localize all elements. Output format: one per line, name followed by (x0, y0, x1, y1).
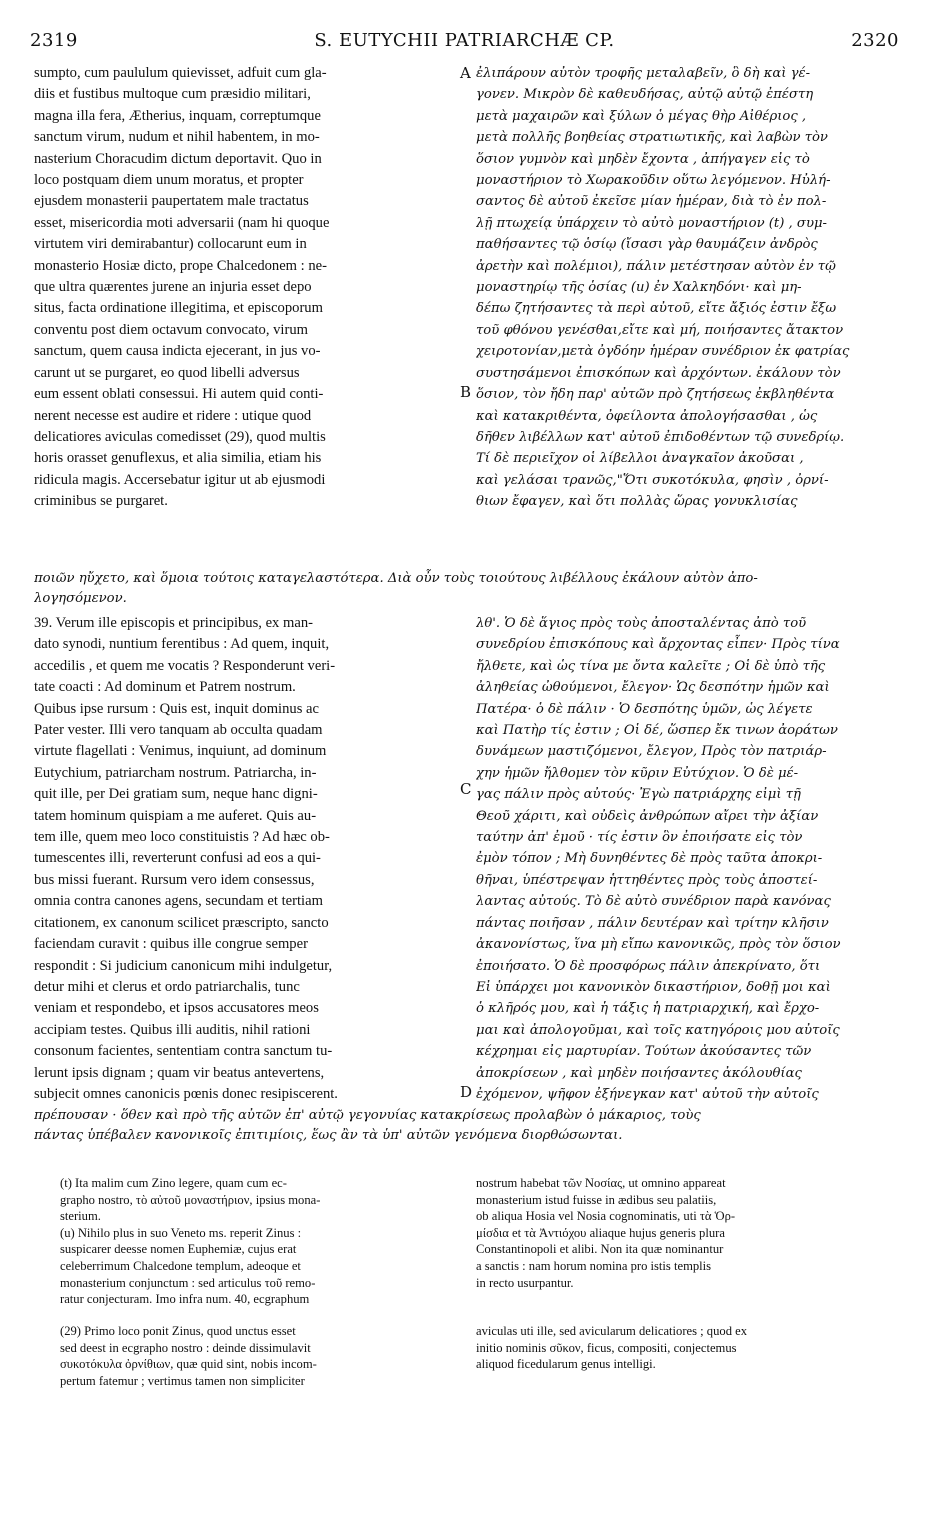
text-line: virtute flagellati : Venimus, inquiunt, ad dominum (34, 743, 327, 760)
margin-letter-a: A (460, 64, 471, 82)
text-line: γας πάλιν πρὸς αὐτούς· Ἐγὼ πατριάρχης εἰμὶ τῇ (476, 787, 801, 803)
text-line: que ultra quærentes jurene an injuria esset depo (34, 279, 312, 296)
text-line: ἀποκρίσεων , καὶ μηδὲν ποιήσαντες ἀκόλουθίας (476, 1065, 802, 1081)
text-line: καὶ γελάσαι τρανῶς,"Ὅτι συκοτόκυλα, φησὶν , ὀρνί- (476, 472, 829, 488)
text-line: horis orasset genuflexus, et alia similia, etiam his (34, 450, 322, 467)
footnote-line: aliquod ficedularum genus intelligi. (476, 1357, 656, 1372)
text-line: Eutychium, patriarcham nostrum. Patriarcha, in- (34, 764, 317, 781)
text-line: Εἰ ὑπάρχει μοι κανονικὸν δικαστήριον, δοθῇ μοι καὶ (476, 979, 831, 995)
footnote-line: a sanctis : nam horum nomina pro istis templis (476, 1258, 712, 1273)
text-line: λθ'. Ὁ δὲ ἅγιος πρὸς τοὺς ἀποσταλέντας ἀπὸ τοῦ (476, 616, 807, 631)
text-line: ejusdem monasterii paupertatem male tractatus (34, 193, 309, 210)
text-line: ἐμὸν τόπον ; Μὴ δυνηθέντες δὲ πρὸς ταῦτα ἀποκρι- (476, 851, 823, 867)
text-line: respondit : Si judicium canonicum mihi indulgetur, (34, 957, 333, 974)
text-line: μετὰ μαχαιρῶν καὶ ξύλων ὁ μέγας θὴρ Αἰθέριος , (476, 108, 807, 124)
footnote-29-right (476, 1323, 896, 1373)
text-line: accedilis , et quem me vocatis ? Responderunt veri- (34, 657, 336, 674)
text-line: καὶ Πατὴρ τίς ἐστιν ; Οἱ δέ, ὥσπερ ἔκ τινων ἀοράτων (476, 723, 838, 739)
latin-column-b (34, 613, 454, 1105)
text-line: detur mihi et clerus et ordo patriarchalis, tunc (34, 978, 300, 995)
text-line: tem ille, quem meo loco constituistis ? Ad hæc ob- (34, 829, 330, 846)
text-line: ἐλιπάρουν αὐτὸν τροφῆς μεταλαβεῖν, ὃ δὴ καὶ γέ- (476, 66, 811, 81)
text-line: ὁ κλῆρός μου, καὶ ἡ τάξις ἡ πατριαρχική, καὶ ἔρχο- (476, 1001, 820, 1017)
footnote-line: celeberrimum Chalcedone templum, adeoque et (60, 1258, 301, 1273)
footnote-line: monasterium istud fuisse in ædibus seu palatiis, (476, 1192, 717, 1207)
text-line: πρέπουσαν · ὅθεν καὶ πρὸ τῆς αὐτῶν ἐπ' αὐτῷ γεγονυίας κατακρίσεως προλαβὼν ὁ μάκαριος, τοὺς (34, 1108, 701, 1123)
text-line: λῇ πτωχείᾳ ὑπάρχειν τὸ αὐτὸ μοναστήριον (t) , συμ- (476, 215, 827, 231)
text-line: κέχρημαι εἰς μαρτυρίαν. Τούτων ἀκούσαντες τῶν (476, 1044, 812, 1060)
text-line: eum essent oblati consessui. Hi autem quid conti- (34, 386, 324, 403)
margin-letter-d: D (460, 1083, 473, 1101)
text-line: bus missi fuerant. Rursum vero idem consessus, (34, 871, 315, 888)
footnote-line: nostrum habebat τῶν Νοσίας, ut omnino appareat (476, 1176, 726, 1190)
text-line: virtutem viri demirabantur) collocarunt eum in (34, 236, 307, 253)
margin-letter-c: C (460, 780, 472, 798)
footnote-line: grapho nostro, τὸ αὐτοῦ μοναστήριον, ipsius mona- (60, 1192, 321, 1207)
text-line: θῆναι, ὑπέστρεψαν ἡττηθέντες πρὸς τοὺς ἀποστεί- (476, 872, 818, 888)
text-line: συνεδρίου ἐπισκόπους καὶ ἄρχοντας εἶπεν· Πρὸς τίνα (476, 637, 840, 653)
text-line: Θεοῦ χάριτι, καὶ οὐδεὶς ἀνθρώπων αἴρει τὴν ἀξίαν (476, 808, 819, 824)
text-line: Quibus ipse rursum : Quis est, inquit dominus ac (34, 700, 319, 717)
text-line: πάντας ποιῆσαν , πάλιν δευτέραν καὶ τρίτην κλῆσιν (476, 915, 829, 931)
text-line: omnia contra canones agens, secundam et tertiam (34, 893, 323, 910)
footnote-line: sterium. (60, 1209, 101, 1224)
footnote-29-left (60, 1323, 455, 1389)
footnote-line: in recto usurpantur. (476, 1275, 574, 1290)
footnote-line: (29) Primo loco ponit Zinus, quod unctus esset (60, 1324, 296, 1338)
text-line: συστησάμενοι ἐπισκόπων καὶ ἀρχόντων. ἐκάλουν τὸν (476, 365, 841, 381)
text-line: ποιῶν ηὔχετο, καὶ ὅμοια τούτοις καταγελαστότερα. Διὰ οὖν τοὺς τοιούτους λιβέλλους ἐκάλουν αὐτὸν ἀπο- (34, 571, 758, 586)
text-line: esset, misericordia moti adversarii (nam hi quoque (34, 214, 330, 231)
text-line: Τί δὲ περιεῖχον οἱ λίβελλοι ἀναγκαῖον ἀκοῦσαι , (476, 451, 804, 467)
footnote-line: ratur conjecturam. Imo infra num. 40, ecgraphum (60, 1292, 310, 1307)
latin-column-a (34, 63, 454, 513)
running-title: S. EUTYCHII PATRIARCHÆ CP. (314, 30, 615, 51)
text-line: monasterio Hosiæ dicto, prope Chalcedonem : ne- (34, 257, 328, 274)
greek-fullwidth-a (34, 569, 896, 609)
text-line: λογησόμενον. (34, 591, 127, 606)
text-line: χειροτονίαν,μετὰ ὀγδόην ἡμέραν συνέδριον ἐκ φατρίας (476, 344, 850, 360)
text-line: situs, facta ordinatione illegitima, et episcoporum (34, 300, 323, 317)
text-line: diis et fustibus multoque cum præsidio militari, (34, 86, 311, 103)
text-line: dato synodi, nuntium ferentibus : Ad quem, inquit, (34, 636, 330, 653)
footnotes-t-u-right (476, 1175, 896, 1291)
column-number-right: 2320 (851, 30, 899, 51)
footnote-line: ob aliqua Hosia vel Nosia cognominatis, uti τὰ Ὁρ- (476, 1209, 736, 1224)
text-line: tatem hominum quispiam a me auferet. Quis au- (34, 807, 317, 824)
text-line: ἐποιήσατο. Ὁ δὲ προσφόρως πάλιν ἀπεκρίνατο, ὅτι (476, 958, 821, 974)
text-line: tate coacti : Ad dominum et Patrem nostrum. (34, 679, 296, 696)
text-line: sumpto, cum paululum quievisset, adfuit cum gla- (34, 65, 327, 81)
margin-letter-b: B (460, 383, 472, 401)
text-line: lerunt ipsis dignam ; quam vir beatus antevertens, (34, 1064, 325, 1081)
text-line: ἀκανονίστως, ἵνα μὴ εἴπω κανονικῶς, πρὸς τὸν ὅσιον (476, 937, 841, 953)
text-line: veniam et respondebo, et ipsos accusatores meos (34, 1000, 319, 1017)
footnote-line: sed deest in ecgrapho nostro : deinde dissimulavit (60, 1340, 311, 1355)
text-line: tumescentes illi, reverterunt confusi ad eos a qui- (34, 850, 321, 867)
text-line: faciendam curavit : quibus ille congrue semper (34, 936, 308, 953)
text-line: δῆθεν λιβέλλων κατ' αὐτοῦ ἐπιδοθέντων τῷ συνεδρίῳ. (476, 429, 845, 445)
page-header (30, 30, 899, 56)
text-line: sanctum virum, nudum et nihil habentem, in mo- (34, 129, 320, 146)
text-line: ταύτην ἀπ' ἐμοῦ · τίς ἐστιν ὃν ἐποιήσατε εἰς τὸν (476, 830, 803, 846)
text-line: carunt ut se purgaret, eo quod libelli adversus (34, 364, 300, 381)
footnote-line: (u) Nihilo plus in suo Veneto ms. reperit Zinus : (60, 1225, 302, 1240)
footnote-line: (t) Ita malim cum Zino legere, quam cum ec- (60, 1176, 287, 1190)
greek-column-a (476, 63, 896, 513)
text-line: λαντας αὐτούς. Τὸ δὲ αὐτὸ συνέδριον παρὰ κανόνας (476, 894, 831, 910)
text-line: Pater vester. Illi vero tanquam ab occulta quadam (34, 722, 323, 739)
text-line: μοναστηρίῳ τῆς ὁσίας (u) ἐν Χαλκηδόνι· καὶ μη- (476, 280, 802, 296)
text-line: ἀρετὴν καὶ πολέμιοι), πάλιν μετέστησαν αὐτὸν ἐν τῷ (476, 258, 836, 274)
text-line: τοῦ φθόνου γενέσθαι,εἴτε καὶ μή, ποιήσαντες ἄτακτον (476, 322, 844, 338)
text-line: δυνάμεων μαστιζόμενοι, ἔλεγον, Πρὸς τὸν πατριάρ- (476, 744, 827, 760)
text-line: sanctum, quem causa indicta ejecerant, in jus vo- (34, 343, 321, 360)
footnote-line: suspicarer deesse nomen Euphemiæ, cujus erat (60, 1242, 297, 1257)
text-line: πάντας ὑπέβαλεν κανονικοῖς ἐπιτιμίοις, ἕως ἂν τὰ ὑπ' αὐτῶν γενόμενα διορθώσωνται. (34, 1128, 623, 1143)
greek-fullwidth-b (34, 1106, 896, 1146)
footnote-line: aviculas uti ille, sed avicularum delicatiores ; quod ex (476, 1324, 748, 1338)
greek-column-b (476, 613, 896, 1105)
text-line: καὶ κατακριθέντα, ὀφείλοντα ἀπολογήσασθαι , ὡς (476, 408, 818, 424)
footnote-line: μίσδια et τὰ Ἀντιόχου aliaque hujus generis plura (476, 1225, 725, 1240)
footnote-line: monasterium conjunctum : sed articulus τοῦ remo- (60, 1275, 316, 1290)
text-line: ridicula magis. Accersebatur igitur ut ab ejusmodi (34, 471, 326, 488)
footnotes-t-u-left (60, 1175, 455, 1308)
text-line: consonum facientes, sententiam contra sanctum tu- (34, 1043, 333, 1060)
text-line: μετὰ πολλῆς βοηθείας στρατιωτικῆς, καὶ λαβὼν τὸν (476, 130, 828, 146)
text-line: ἤλθετε, καὶ ὡς τίνα με ὄντα καλεῖτε ; Οἱ δὲ ὑπὸ τῆς (476, 658, 826, 674)
text-line: Πατέρα· ὁ δὲ πάλιν · Ὁ δεσπότης ὑμῶν, ὡς λέγετε (476, 701, 813, 717)
text-line: citationem, ex canonum scilicet præscripto, sancto (34, 914, 329, 931)
text-line: χην ἡμῶν ἤλθομεν τὸν κῦριν Εὐτύχιον. Ὁ δὲ μέ- (476, 765, 799, 781)
text-line: subjecit omnes canonicis pœnis donec resipiscerent. (34, 1085, 338, 1102)
text-line: delicatiores aviculas comedisset (29), quod multis (34, 428, 326, 445)
text-line: σαντος δὲ αὐτοῦ ἐκεῖσε μίαν ἡμέραν, διὰ τὸ ἐν πολ- (476, 194, 827, 210)
text-line: ἐχόμενον, ψῆφον ἐξήνεγκαν κατ' αὐτοῦ τὴν αὐτοῖς (476, 1086, 819, 1102)
text-line: γονεν. Μικρὸν δὲ καθευδήσας, αὐτῷ αὐτῷ ἐπέστη (476, 87, 814, 103)
text-line: 39. Verum ille episcopis et principibus, ex man- (34, 615, 313, 631)
text-line: παθήσαντες τῷ ὁσίῳ (ἴσασι γὰρ θαυμάζειν ἀνδρὸς (476, 237, 818, 253)
text-line: conventu post diem octavum convocato, virum (34, 321, 308, 338)
column-number-left: 2319 (30, 30, 78, 51)
text-line: ὅσιον, τὸν ἤδη παρ' αὐτῶν πρὸ ζητήσεως ἐκβληθέντα (476, 387, 835, 403)
text-line: nerent necesse est audire et ridere : utique quod (34, 407, 312, 424)
text-line: criminibus se purgaret. (34, 493, 168, 510)
footnote-line: συκοτόκυλα ὀρνίθιων, quæ quid sint, nobis incom- (60, 1357, 317, 1372)
text-line: ὅσιον γυμνὸν καὶ μηδὲν ἔχοντα , ἀπήγαγεν εἰς τὸ (476, 151, 810, 167)
footnote-line: initio nominis σῦκον, ficus, compositi, conjectemus (476, 1340, 737, 1355)
text-line: loco postquam diem unum moratus, et propter (34, 172, 304, 189)
text-line: μαι καὶ ἀπολογοῦμαι, καὶ τοῖς κατηγόροις μου αὐτοῖς (476, 1022, 840, 1038)
text-line: μοναστήριον τὸ Χωρακοῦδιν οὕτω λεγόμενον. Ηὐλή- (476, 173, 831, 189)
text-line: ἀληθείας ὠθούμενοι, ἔλεγον· Ὡς δεσπότην ἡμῶν καὶ (476, 680, 830, 696)
text-line: nasterium Choracudim dictum deportavit. Quo in (34, 150, 322, 167)
footnote-line: Constantinopoli et alibi. Non ita quæ nominantur (476, 1242, 724, 1257)
text-line: accipiam testes. Quibus illi auditis, nihil rationi (34, 1021, 311, 1038)
text-line: magna illa fera, Ætherius, inquam, correptumque (34, 107, 321, 124)
text-line: quit ille, per Dei gratiam sum, neque hanc digni- (34, 786, 318, 803)
text-line: δέπω ζητήσαντες τὰ περὶ αὐτοῦ, εἴτε ἄξιός ἐστιν ἔξω (476, 301, 837, 317)
footnote-line: pertum fatemur ; vertimus tamen non simpliciter (60, 1373, 305, 1388)
text-line: θιων ἔφαγεν, καὶ ὅτι πολλὰς ὥρας γονυκλισίας (476, 494, 798, 510)
